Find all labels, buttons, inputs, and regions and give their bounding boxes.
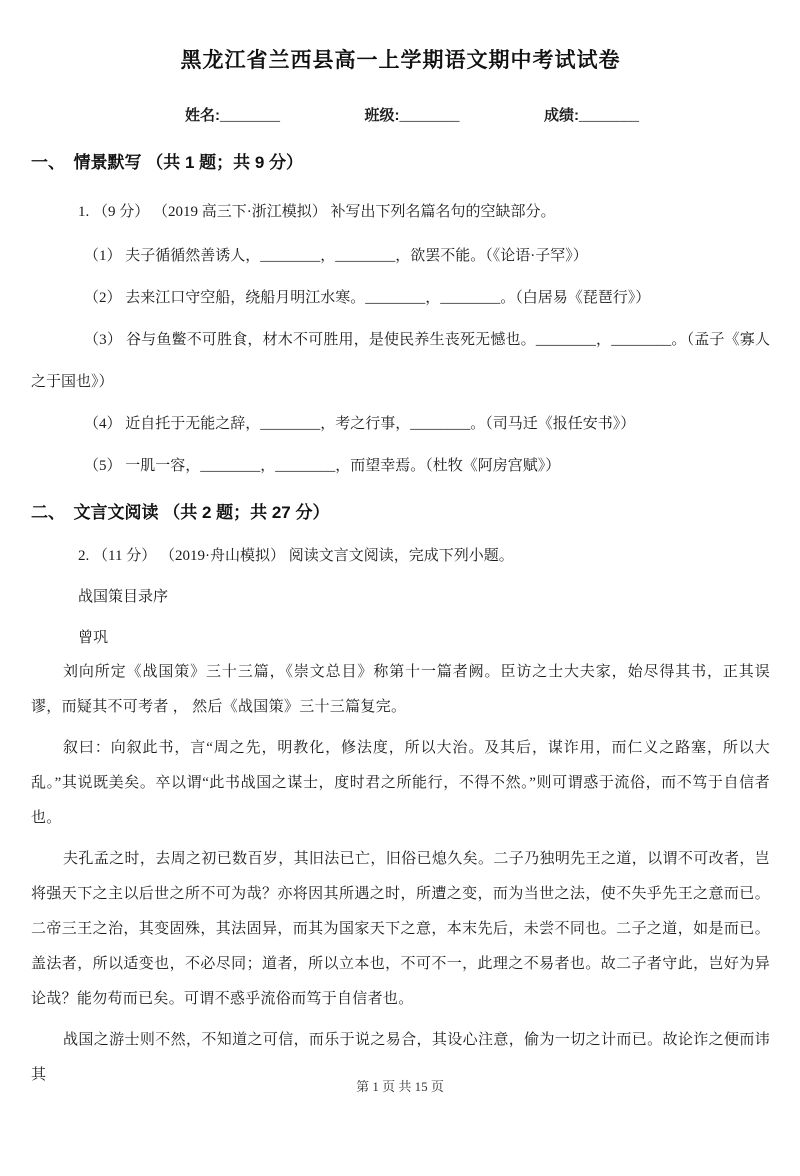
passage-paragraph-4: 战国之游士则不然，不知道之可信，而乐于说之易合，其设心注意，偷为一切之计而已。故论诈之便而讳其: [31, 1032, 770, 1083]
blank-item-2: （2） 去来江口守空船，绕船月明江水寒。________，________。（白居易《琵琶行》）: [84, 290, 651, 306]
question-1-items: [31, 235, 770, 487]
passage-paragraph-3: 夫孔孟之时，去周之初已数百岁，其旧法已亡，旧俗已熄久矣。二子乃独明先王之道，以谓不可改者，岂将强天下之主以后世之所不可为哉？亦将因其所遇之时，所遭之变，而为当世之法，使不失乎先王之意而已。二帝三王之治，其变固殊，其法固异，而其为国家天下之意，本末先后，未尝不同也。二子之道，如是而已。盖法者，所以适变也，不必尽同；道者，所以立本也，不可不一，此理之不易者也。故二子者守此，岂好为异论哉？能勿苟而已矣。可谓不惑乎流俗而笃于自信者也。: [31, 851, 770, 1007]
name-field-label: 姓名:: [185, 107, 220, 124]
passage-paragraph-2: 叙曰：向叙此书，言“周之先，明教化，修法度，所以大治。及其后，谋诈用，而仁义之路塞，所以大乱。”其说既美矣。卒以谓“此书战国之谋士，度时君之所能行，不得不然。”则可谓惑于流俗，而不笃于自信者也。: [31, 740, 770, 826]
score-field: [544, 104, 639, 125]
blank-item-4: （4） 近自托于无能之辞，________，考之行事，________。（司马迁《报任安书》）: [84, 416, 636, 432]
class-field-label: 班级:: [364, 107, 400, 124]
passage-author: 曾巩: [78, 630, 109, 646]
class-field: [365, 104, 460, 125]
section-1-heading: 一、 情景默写 （共 1 题；共 9 分）: [31, 153, 304, 172]
question-1-intro: 1. （9 分） （2019 高三下·浙江模拟） 补写出下列名篇名句的空缺部分。: [78, 204, 556, 220]
page-title: 黑龙江省兰西县高一上学期语文期中考试试卷: [180, 49, 621, 72]
name-field: [185, 104, 280, 125]
document-body: [0, 44, 800, 1093]
section-2-heading: 二、 文言文阅读 （共 2 题；共 27 分）: [31, 503, 330, 522]
name-field-blank: ________: [220, 108, 280, 124]
passage-paragraph-1: 刘向所定《战国策》三十三篇，《崇文总目》称第十一篇者阙。臣访之士大夫家，始尽得其书，正其误谬，而疑其不可考者 ， 然后《战国策》三十三篇复完。: [31, 664, 770, 715]
student-info-row: [185, 104, 639, 125]
blank-item-3: （3） 谷与鱼鳖不可胜食，材木不可胜用，是使民养生丧死无憾也。________，________。（孟子《寡人之于国也》）: [31, 332, 770, 390]
exam-document-page: [0, 44, 800, 1176]
score-field-label: 成绩:: [544, 107, 579, 124]
passage-paragraphs: [31, 655, 770, 1093]
blank-item-1: （1） 夫子循循然善诱人，________，________，欲罢不能。（《论语·子罕》）: [84, 248, 588, 264]
question-2-intro: 2. （11 分） （2019·舟山模拟） 阅读文言文阅读，完成下列小题。: [78, 548, 514, 564]
page-number-footer: 第 1 页 共 15 页: [356, 1079, 444, 1094]
passage-title: 战国策目录序: [78, 589, 169, 605]
score-field-blank: ________: [579, 108, 639, 124]
class-field-blank: ________: [399, 108, 460, 124]
blank-item-5: （5） 一肌一容，________，________，而望幸焉。（杜牧《阿房宫赋》）: [84, 458, 561, 474]
